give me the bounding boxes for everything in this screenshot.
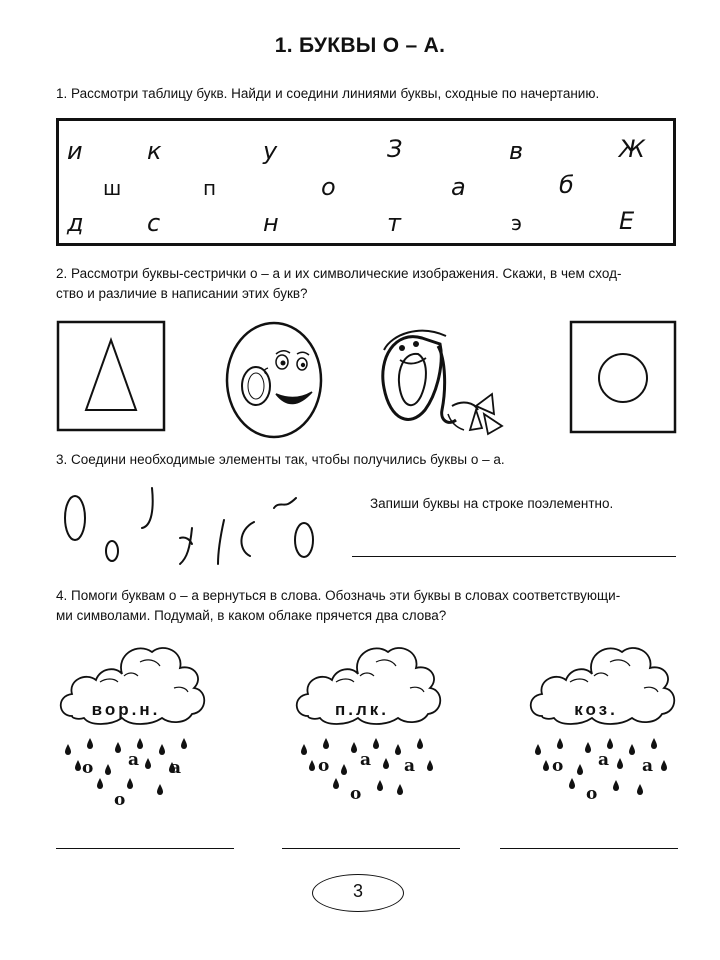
letter-cell: Е — [619, 207, 635, 235]
letter-cell: у — [263, 137, 278, 165]
letter-cell: э — [511, 211, 522, 235]
writing-line[interactable] — [352, 556, 676, 557]
letter-cell: п — [203, 176, 217, 200]
task-2-line-1: 2. Рассмотри буквы-сестрички о – а и их символические изображения. Скажи, в чем сход- — [56, 266, 622, 281]
smiling-letter-o-icon — [227, 323, 321, 437]
drop-letter: а — [598, 750, 610, 770]
drop-letter: о — [350, 784, 362, 804]
drop-letter: о — [586, 784, 598, 804]
tilde-element-icon — [274, 498, 296, 508]
page-title: 1. БУКВЫ О – А. — [274, 34, 446, 57]
circle-symbol-icon — [571, 322, 675, 432]
letter-cell: о — [321, 173, 336, 201]
answer-line-2[interactable] — [282, 848, 460, 849]
task-2-instruction — [56, 264, 696, 304]
small-oval-element-icon — [106, 541, 118, 561]
clouds-graphic — [0, 630, 720, 750]
letter-cell: а — [451, 173, 466, 201]
letter-cell: н — [263, 209, 279, 237]
triangle-symbol-icon — [58, 322, 164, 430]
task-3-instruction: 3. Соедини необходимые элементы так, чтобы получились буквы о – а. — [56, 452, 505, 467]
page-number: 3 — [352, 881, 363, 901]
cloud-word-3: коз. — [574, 700, 618, 719]
oval-element-icon — [295, 523, 313, 557]
task-4-line-2: ми символами. Подумай, в каком облаке прячется два слова? — [56, 608, 447, 623]
letter-cell: в — [509, 137, 524, 165]
drop-letter: а — [170, 758, 182, 778]
letter-cell: т — [387, 209, 401, 237]
drop-letter: о — [552, 756, 564, 776]
task-4-instruction — [56, 586, 696, 626]
write-prompt: Запиши буквы на строке поэлементно. — [370, 496, 614, 511]
arc-element-icon — [241, 522, 254, 556]
task-2-line-2: ство и различие в написании этих букв? — [56, 286, 308, 301]
symbol-pictures — [0, 310, 720, 445]
letter-cell: ш — [103, 176, 122, 200]
letter-table — [56, 118, 676, 246]
letter-cell: Ж — [619, 135, 645, 163]
drop-letter: а — [642, 756, 654, 776]
drop-letter: о — [82, 758, 94, 778]
letter-cell: З — [387, 135, 403, 163]
cloud-word-1: вор.н. — [91, 700, 161, 719]
letter-cell: б — [559, 171, 574, 199]
hook-element-icon — [142, 488, 153, 528]
letter-cell: д — [67, 209, 84, 237]
task-1-instruction: 1. Рассмотри таблицу букв. Найди и соедини линиями буквы, сходные по начертанию. — [56, 86, 600, 101]
drop-letter: о — [318, 756, 330, 776]
stroke-element-icon — [180, 528, 192, 564]
drop-letter: а — [404, 756, 416, 776]
drop-letter: о — [114, 790, 126, 810]
letter-cell: с — [147, 209, 161, 237]
task-4-line-1: 4. Помоги буквам о – а вернуться в слова. Обозначь эти буквы в словах соответствующи- — [56, 588, 621, 603]
drop-letter: а — [360, 750, 372, 770]
letter-cell: к — [147, 137, 162, 165]
letter-cell: и — [67, 137, 83, 165]
oval-element-icon — [65, 496, 85, 540]
line-element-icon — [218, 520, 224, 564]
drop-letter: а — [128, 750, 140, 770]
letter-elements — [40, 478, 340, 578]
answer-line-3[interactable] — [500, 848, 678, 849]
smiling-letter-a-icon — [383, 331, 502, 434]
cloud-word-2: п.лк. — [334, 700, 390, 719]
answer-line-1[interactable] — [56, 848, 234, 849]
